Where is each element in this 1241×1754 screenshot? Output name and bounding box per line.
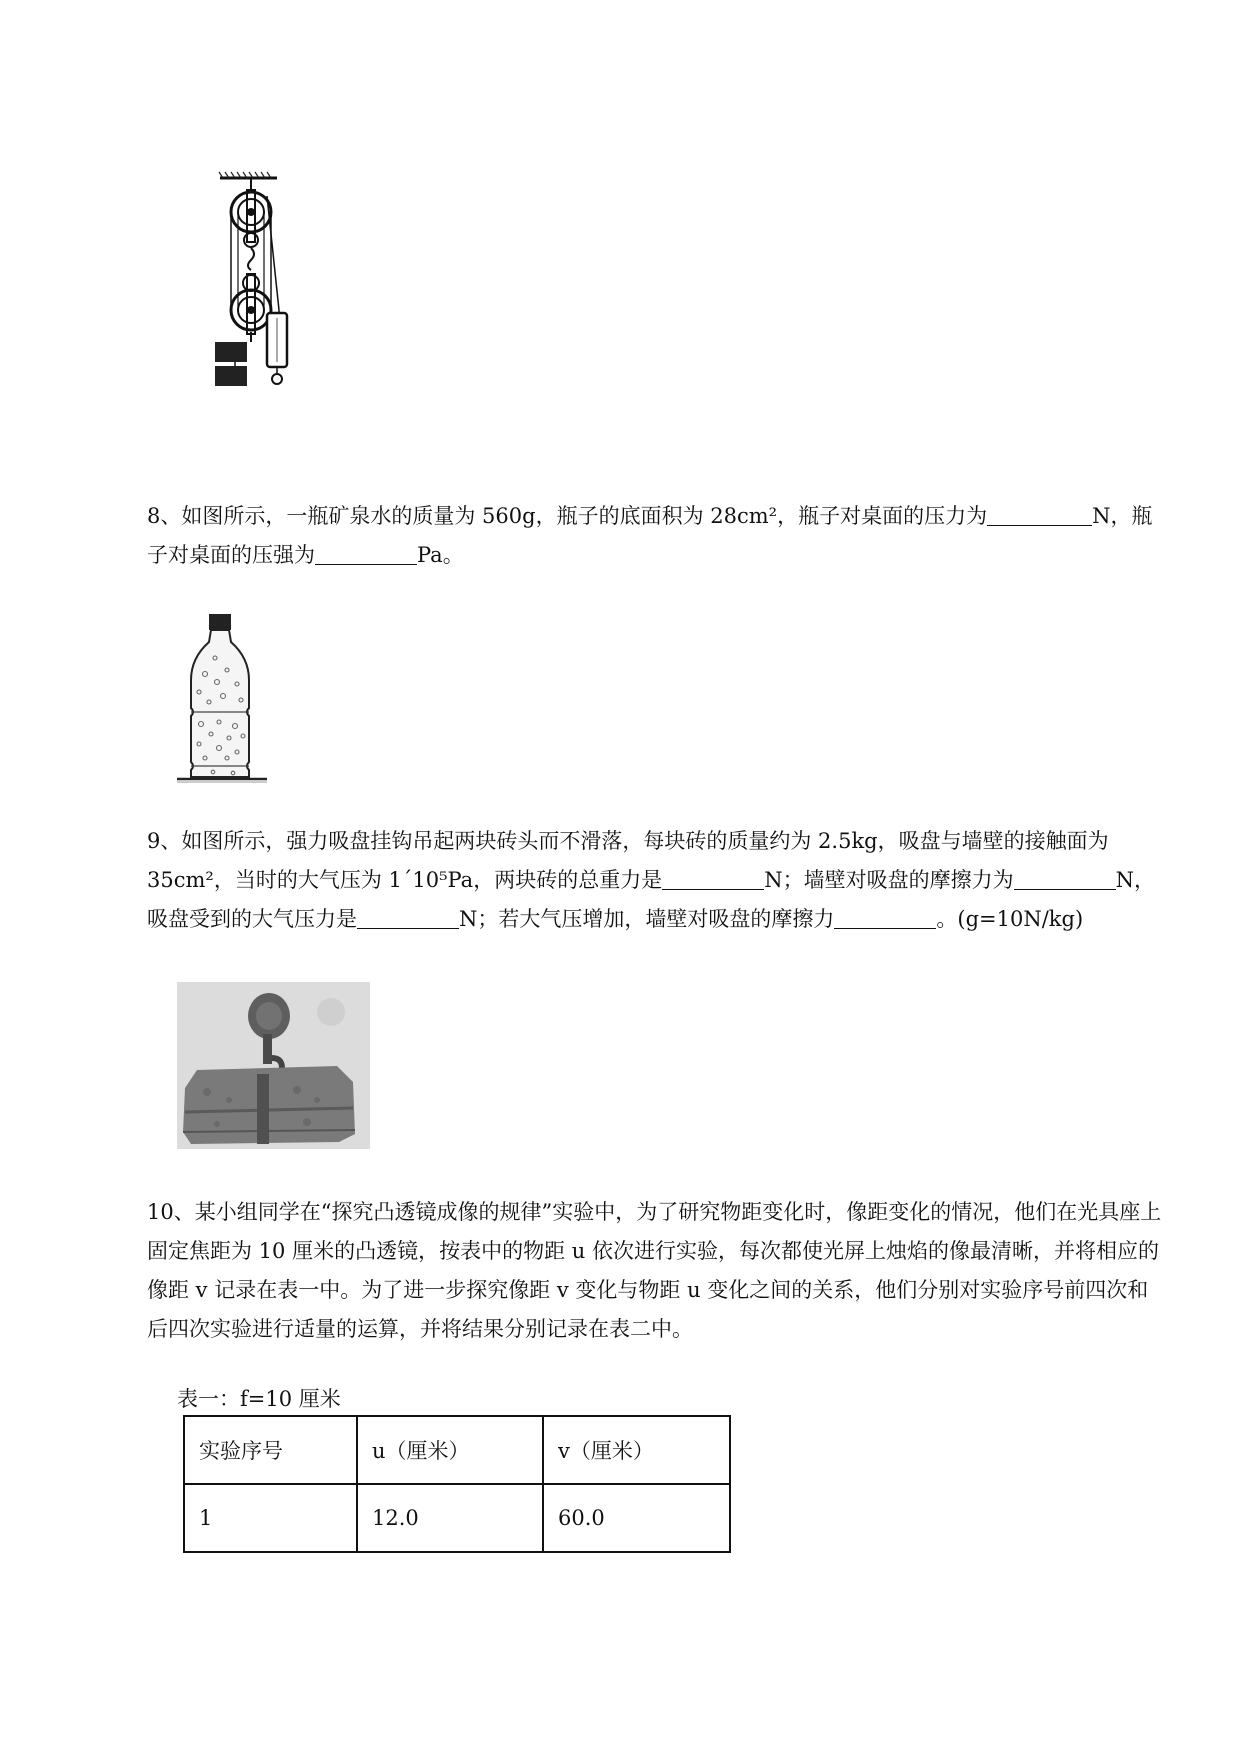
pulley-system-figure [215, 170, 325, 435]
question-text: N，吸盘受到的大气压力是 [147, 868, 1155, 931]
table-caption: 表一：f=10 厘米 [177, 1387, 341, 1411]
answer-blank [357, 906, 459, 929]
table-header-row [184, 1416, 730, 1484]
answer-blank [834, 906, 936, 929]
answer-blank [315, 542, 417, 565]
question-text: N；若大气压增加，墙壁对吸盘的摩擦力 [459, 907, 835, 931]
table-cell: 60.0 [543, 1484, 730, 1552]
suction-cup-bricks-photo [177, 982, 370, 1149]
question-number: 9、 [147, 829, 182, 853]
table-cell: 1 [184, 1484, 357, 1552]
table-cell: 12.0 [357, 1484, 543, 1552]
question-text: N，瓶子对桌面的压强为 [147, 504, 1153, 567]
column-header: u（厘米） [357, 1416, 543, 1484]
question-text: 如图所示，强力吸盘挂钩吊起两块砖头而不滑落，每块砖的质量约为 2.5kg，吸盘与墙壁的接触面为 35cm²，当时的大气压为 1´10⁵Pa，两块砖的总重力是 [147, 829, 1109, 892]
question-8 [147, 497, 1165, 575]
question-text: 如图所示，一瓶矿泉水的质量为 560g，瓶子的底面积为 28cm²，瓶子对桌面的压力为 [181, 504, 988, 528]
column-header: 实验序号 [184, 1416, 357, 1484]
answer-blank [1014, 867, 1116, 890]
question-text: Pa。 [417, 543, 464, 567]
water-bottle-figure [175, 612, 270, 787]
question-number: 10、 [147, 1200, 195, 1224]
question-10 [147, 1193, 1165, 1349]
answer-blank [662, 867, 764, 890]
question-text: 某小组同学在“探究凸透镜成像的规律”实验中，为了研究物距变化时，像距变化的情况，他们在光具座上固定焦距为 10 厘米的凸透镜，按表中的物距 u 依次进行实验，每次都使光屏上烛焰的像最清晰，并将相应的像距 v 记录在表一中。为了进一步探究像距 v 变化与物距 u 变化之间的关系，他们分别对实验序号前四次和后四次实验进行适量的运算，并将结果分别记录在表二中。 [147, 1200, 1162, 1341]
table-row [184, 1484, 730, 1552]
data-table [183, 1415, 731, 1553]
question-text: N；墙壁对吸盘的摩擦力为 [764, 868, 1014, 892]
question-9 [147, 822, 1165, 939]
column-header: v（厘米） [543, 1416, 730, 1484]
question-text: 。(g=10N/kg) [936, 907, 1084, 931]
question-number: 8、 [147, 504, 182, 528]
answer-blank [987, 503, 1092, 526]
